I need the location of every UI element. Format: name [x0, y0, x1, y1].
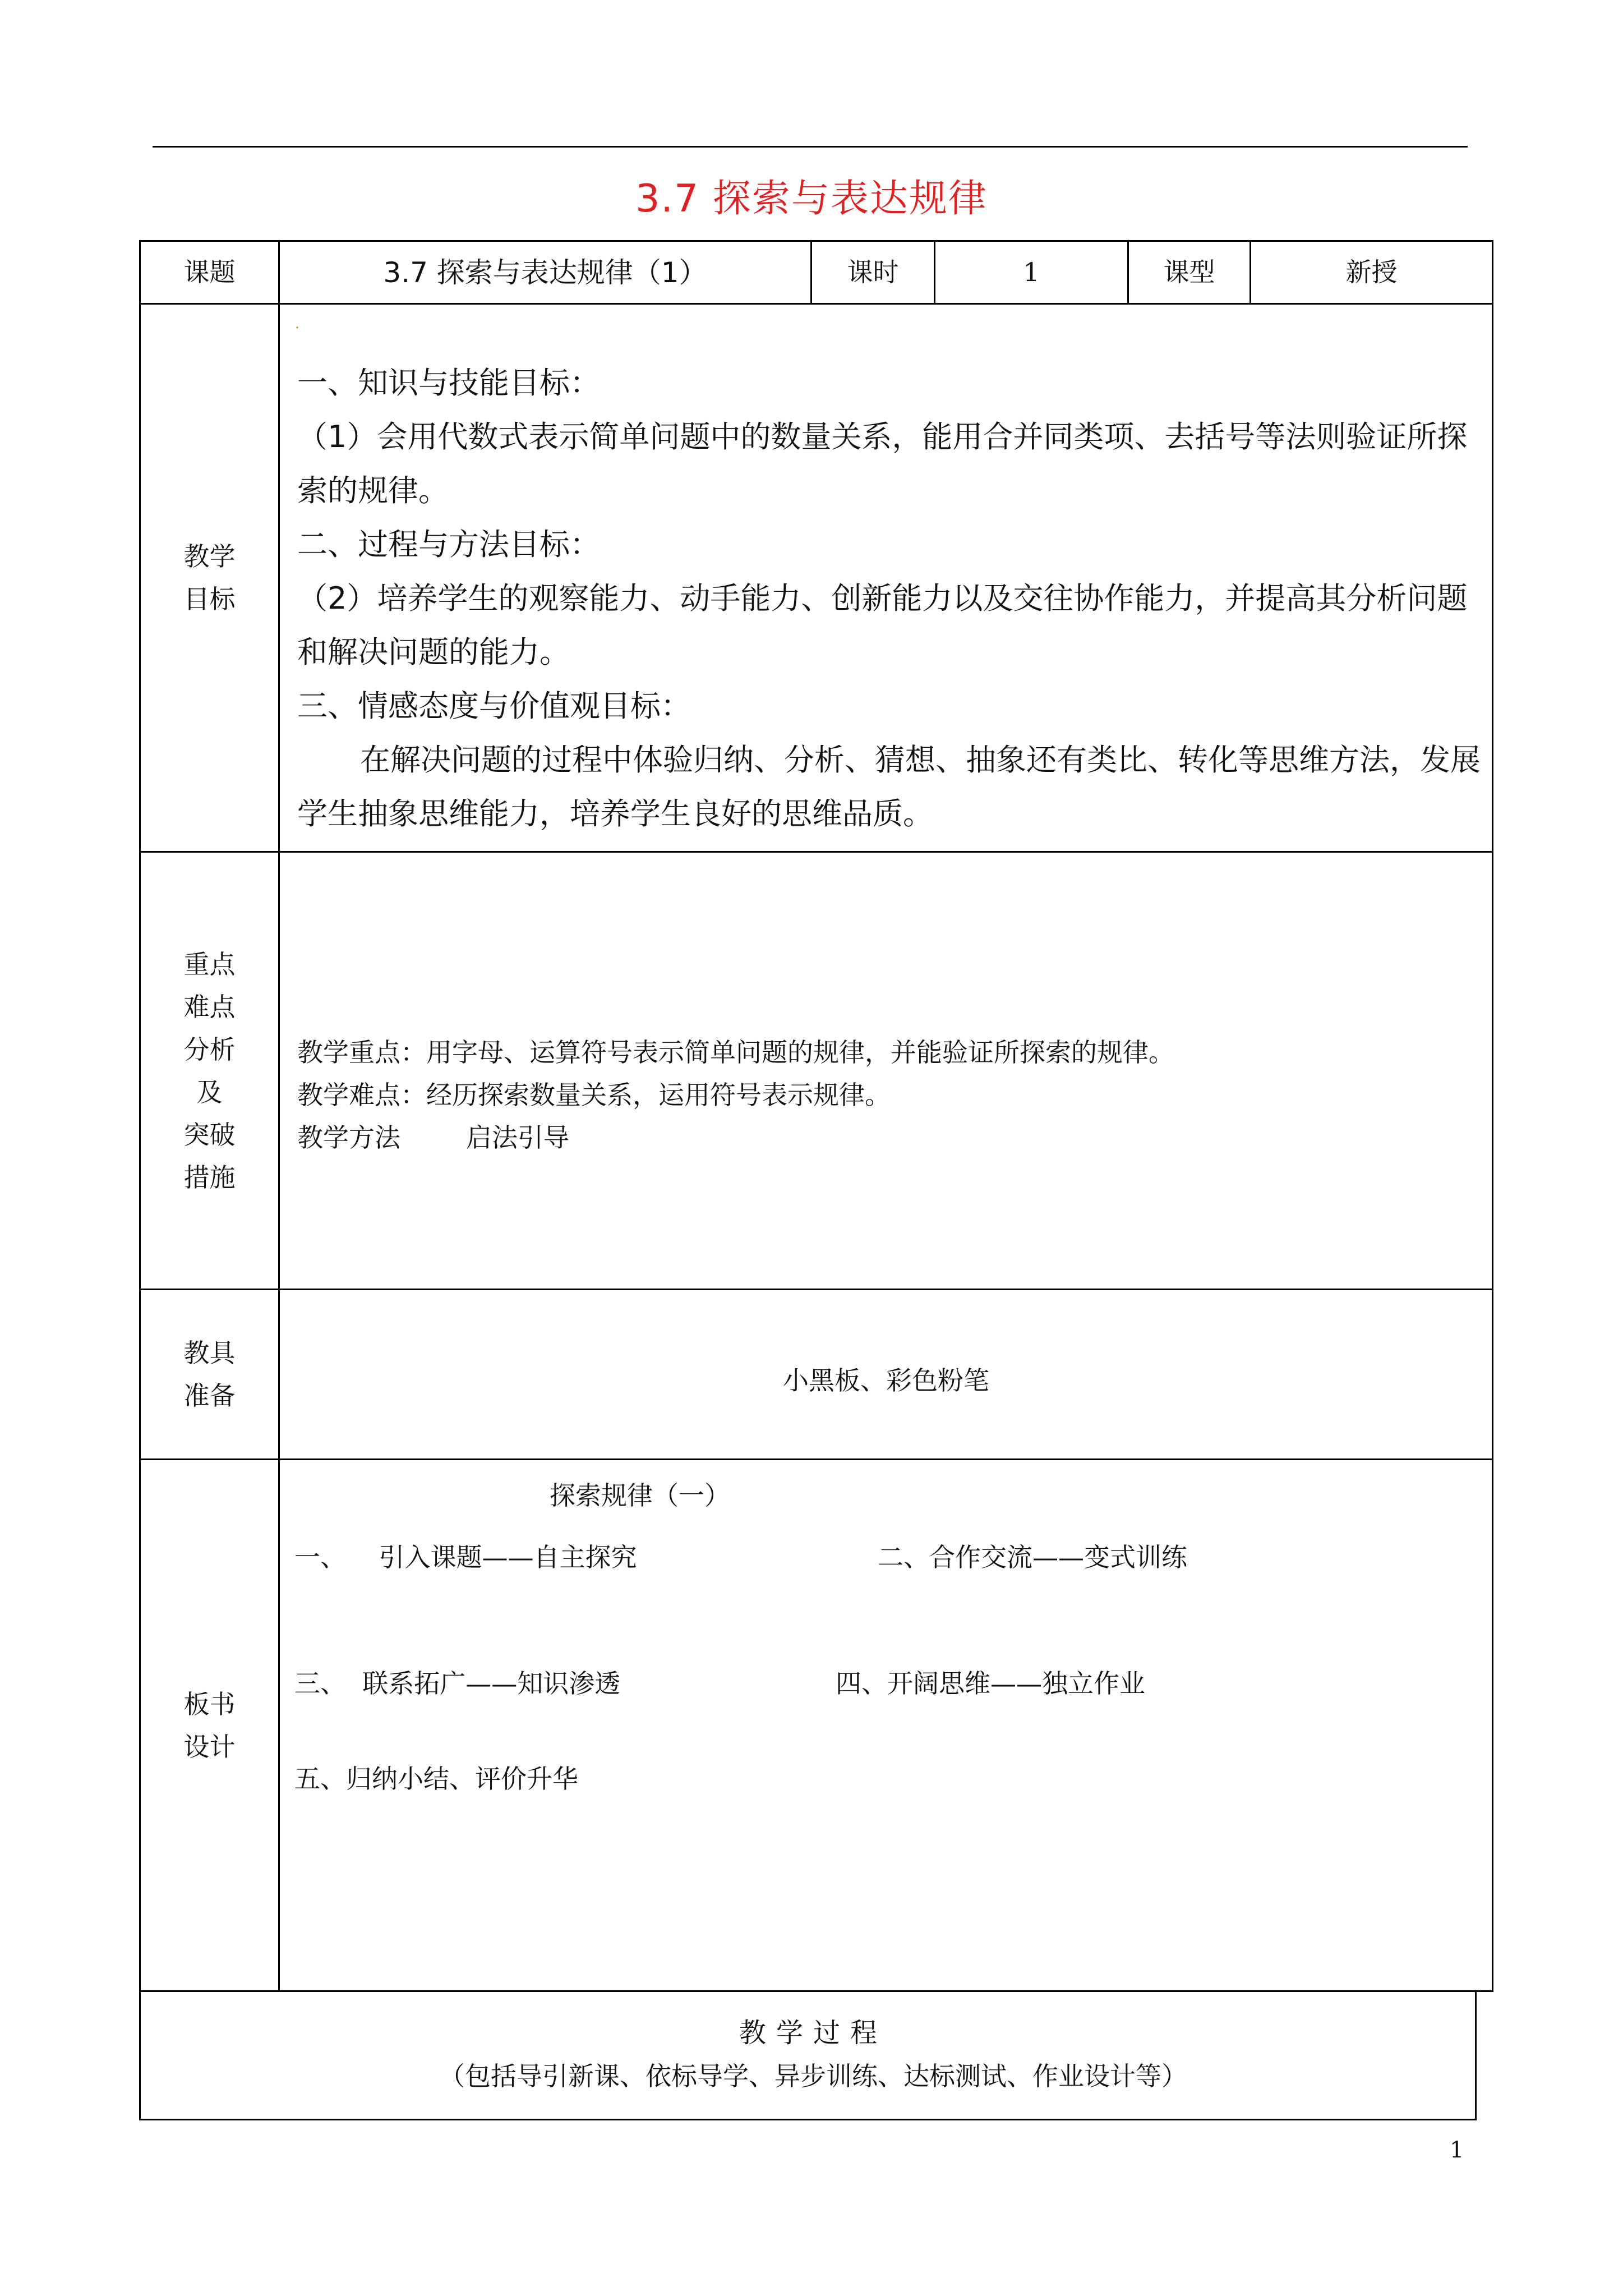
objectives-label [141, 305, 278, 851]
keypoints-label-line: 及 [196, 1076, 223, 1107]
process-subtitle: （包括导引新课、依标导学、异步训练、达标测试、作业设计等） [439, 2061, 1187, 2091]
board-label [141, 1460, 278, 1990]
label-hours: 课时 [847, 256, 899, 287]
teaching-difficulty: 教学难点：经历探索数量关系，运用符号表示规律。 [297, 1080, 891, 1110]
board-item: 一、 引入课题——自主探究 [294, 1542, 637, 1572]
objective-heading: 三、情感态度与价值观目标： [297, 688, 691, 724]
board-item: 三、 联系拓广——知识渗透 [294, 1668, 621, 1699]
board-label-line: 设计 [183, 1731, 236, 1762]
table-row-divider [139, 1289, 1493, 1290]
page-number: 1 [1450, 2137, 1464, 2163]
table-row-divider [139, 851, 1493, 853]
table-row-divider [139, 1990, 1493, 1992]
document-title: 3.7 探索与表达规律 [635, 177, 988, 221]
objective-item: （1）会用代数式表示简单问题中的数量关系，能用合并同类项、去括号等法则验证所探索的规律。 [297, 419, 1468, 508]
type-value: 新授 [1345, 256, 1398, 287]
table-border-bottom [139, 2119, 1477, 2120]
board-item: 二、合作交流——变式训练 [878, 1542, 1187, 1572]
keypoints-label-line: 措施 [183, 1162, 236, 1193]
objective-heading: 一、知识与技能目标： [297, 365, 600, 401]
tools-label [141, 1290, 278, 1458]
tools-content: 小黑板、彩色粉笔 [783, 1365, 989, 1396]
keypoints-label-line: 突破 [183, 1119, 236, 1150]
keypoints-content [297, 1031, 1475, 1159]
bullet-dot: · [295, 320, 300, 337]
hours-value: 1 [1023, 256, 1040, 287]
teaching-focus: 教学重点：用字母、运算符号表示简单问题的规律，并能验证所探索的规律。 [297, 1037, 1174, 1068]
header-rule [153, 146, 1468, 148]
board-item: 五、归纳小结、评价升华 [294, 1764, 578, 1794]
label-type: 课型 [1163, 256, 1215, 287]
objectives-label-line: 目标 [183, 584, 236, 614]
table-row-divider [139, 1458, 1493, 1460]
tools-label-line: 准备 [183, 1381, 236, 1411]
table-column-divider [278, 240, 280, 1991]
keypoints-label-line: 难点 [183, 991, 236, 1022]
process-title: 教学过程 [739, 2017, 887, 2049]
board-label-line: 板书 [183, 1688, 236, 1719]
objectives-content [297, 356, 1492, 841]
board-title: 探索规律（一） [550, 1480, 730, 1511]
table-border-right-lower [1475, 1990, 1477, 2120]
label-topic: 课题 [183, 256, 236, 287]
table-row-divider [139, 303, 1493, 305]
teaching-method: 教学方法 启法引导 [297, 1122, 569, 1153]
tools-label-line: 教具 [183, 1338, 236, 1368]
board-item: 四、开阔思维——独立作业 [836, 1668, 1145, 1699]
keypoints-label [141, 853, 278, 1289]
objective-heading: 二、过程与方法目标： [297, 527, 600, 562]
table-border-right [1492, 240, 1493, 1991]
topic-value: 3.7 探索与表达规律（1） [383, 256, 707, 289]
keypoints-label-line: 重点 [183, 949, 236, 979]
keypoints-label-line: 分析 [183, 1034, 236, 1065]
objective-item: 在解决问题的过程中体验归纳、分析、猜想、抽象还有类比、转化等思维方法，发展学生抽象思维能力，培养学生良好的思维品质。 [297, 742, 1481, 831]
objectives-label-line: 教学 [183, 541, 236, 572]
objective-item: （2）培养学生的观察能力、动手能力、创新能力以及交往协作能力，并提高其分析问题和解决问题的能力。 [297, 581, 1468, 670]
